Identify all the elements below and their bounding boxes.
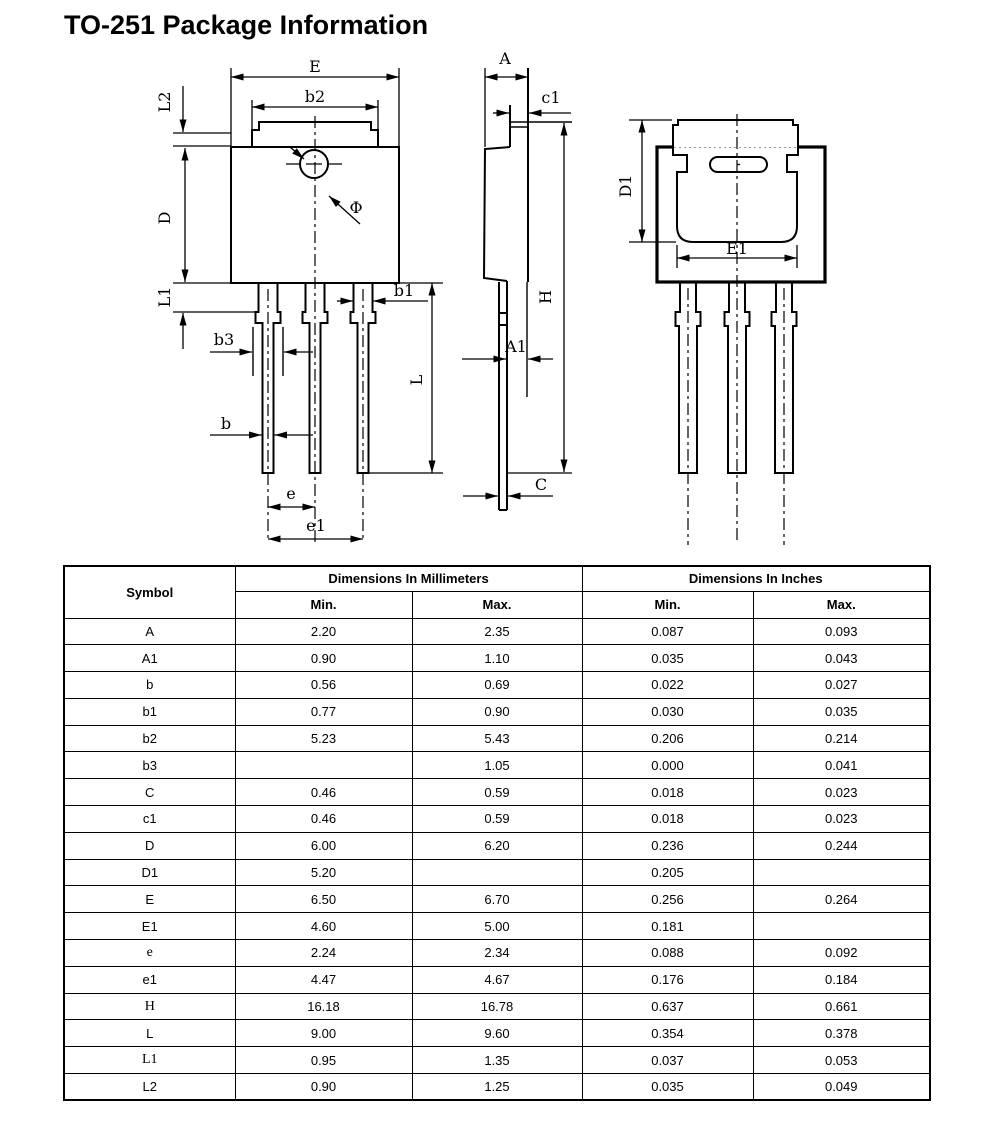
table-row (64, 832, 930, 859)
header-mm-max: Max. (412, 591, 582, 618)
mm-max-cell: 1.10 (412, 645, 582, 672)
dim-label-D: D (155, 211, 174, 225)
package-drawing (0, 0, 991, 560)
table-row (64, 672, 930, 699)
table-row (64, 859, 930, 886)
in-max-cell: 0.093 (753, 618, 930, 645)
in-max-cell: 0.378 (753, 1020, 930, 1047)
mm-max-cell: 2.34 (412, 940, 582, 967)
symbol-cell: b2 (64, 725, 235, 752)
dim-label-b: b (220, 414, 232, 433)
mm-min-cell: 4.47 (235, 966, 412, 993)
mm-max-cell: 0.90 (412, 698, 582, 725)
mm-min-cell: 16.18 (235, 993, 412, 1020)
mm-max-cell: 0.59 (412, 806, 582, 833)
symbol-cell: L1 (64, 1047, 235, 1074)
dim-label-L1: L1 (155, 286, 174, 308)
symbol-cell: D1 (64, 859, 235, 886)
back-tab-outline (673, 120, 798, 242)
dim-label-L2: L2 (155, 91, 174, 113)
table-row (64, 645, 930, 672)
mm-max-cell: 5.00 (412, 913, 582, 940)
table-row (64, 752, 930, 779)
symbol-cell: c1 (64, 806, 235, 833)
header-mm-group: Dimensions In Millimeters (235, 566, 582, 591)
symbol-cell: D (64, 832, 235, 859)
in-max-cell: 0.049 (753, 1074, 930, 1101)
mm-max-cell: 2.35 (412, 618, 582, 645)
dim-D1-ext (629, 120, 676, 242)
dimensions-table (63, 565, 931, 1101)
mm-min-cell: 6.00 (235, 832, 412, 859)
dim-label-H: H (536, 290, 555, 304)
mm-min-cell: 0.46 (235, 779, 412, 806)
mm-min-cell: 9.00 (235, 1020, 412, 1047)
in-min-cell: 0.035 (582, 645, 753, 672)
in-max-cell: 0.023 (753, 779, 930, 806)
header-inch-group: Dimensions In Inches (582, 566, 930, 591)
table-row (64, 966, 930, 993)
mm-min-cell: 0.56 (235, 672, 412, 699)
table-row (64, 886, 930, 913)
mm-max-cell: 0.69 (412, 672, 582, 699)
mm-max-cell: 4.67 (412, 966, 582, 993)
in-max-cell: 0.027 (753, 672, 930, 699)
mm-max-cell: 0.59 (412, 779, 582, 806)
dim-label-C: C (534, 475, 548, 494)
in-min-cell: 0.176 (582, 966, 753, 993)
dim-label-D1: D1 (616, 174, 635, 198)
dim-label-e: e (286, 484, 296, 503)
mm-max-cell: 6.70 (412, 886, 582, 913)
dim-label-b3: b3 (213, 330, 235, 349)
dim-label-b1: b1 (393, 281, 415, 300)
symbol-cell: b (64, 672, 235, 699)
mm-max-cell: 9.60 (412, 1020, 582, 1047)
in-max-cell: 0.043 (753, 645, 930, 672)
dim-label-phi: Φ (349, 198, 363, 217)
dim-label-b2: b2 (304, 87, 326, 106)
table-row (64, 806, 930, 833)
mm-max-cell: 1.35 (412, 1047, 582, 1074)
header-symbol: Symbol (64, 566, 235, 618)
dim-label-E1: E1 (726, 239, 748, 258)
table-row (64, 940, 930, 967)
symbol-cell: A (64, 618, 235, 645)
in-min-cell: 0.181 (582, 913, 753, 940)
table-row (64, 779, 930, 806)
symbol-cell: H (64, 993, 235, 1020)
mm-min-cell: 4.60 (235, 913, 412, 940)
in-min-cell: 0.088 (582, 940, 753, 967)
in-min-cell: 0.236 (582, 832, 753, 859)
in-max-cell (753, 913, 930, 940)
in-min-cell: 0.087 (582, 618, 753, 645)
in-max-cell: 0.184 (753, 966, 930, 993)
in-max-cell: 0.661 (753, 993, 930, 1020)
side-view (462, 49, 572, 510)
mm-min-cell: 2.20 (235, 618, 412, 645)
table-row (64, 1020, 930, 1047)
mm-max-cell: 6.20 (412, 832, 582, 859)
table-row (64, 725, 930, 752)
in-min-cell: 0.035 (582, 1074, 753, 1101)
header-in-min: Min. (582, 591, 753, 618)
dim-label-c1: c1 (541, 88, 561, 107)
in-max-cell: 0.264 (753, 886, 930, 913)
table-row (64, 1047, 930, 1074)
dim-label-A: A (499, 49, 511, 68)
in-min-cell: 0.206 (582, 725, 753, 752)
side-lead (499, 281, 507, 510)
table-row (64, 618, 930, 645)
mm-min-cell: 0.95 (235, 1047, 412, 1074)
symbol-cell: e1 (64, 966, 235, 993)
in-max-cell: 0.214 (753, 725, 930, 752)
header-in-max: Max. (753, 591, 930, 618)
in-min-cell: 0.205 (582, 859, 753, 886)
in-max-cell: 0.092 (753, 940, 930, 967)
dimensions-table-body (64, 618, 930, 1100)
table-row (64, 913, 930, 940)
mm-max-cell: 1.25 (412, 1074, 582, 1101)
in-max-cell: 0.053 (753, 1047, 930, 1074)
dim-label-L: L (407, 374, 426, 386)
header-mm-min: Min. (235, 591, 412, 618)
mm-min-cell: 0.90 (235, 645, 412, 672)
in-max-cell (753, 859, 930, 886)
mm-min-cell: 0.77 (235, 698, 412, 725)
in-min-cell: 0.030 (582, 698, 753, 725)
dim-label-e1: e1 (306, 516, 326, 535)
mm-min-cell (235, 752, 412, 779)
side-tab-top-lines (510, 122, 572, 127)
in-min-cell: 0.637 (582, 993, 753, 1020)
in-min-cell: 0.022 (582, 672, 753, 699)
in-min-cell: 0.018 (582, 779, 753, 806)
mm-min-cell: 0.46 (235, 806, 412, 833)
table-row (64, 1074, 930, 1101)
in-min-cell: 0.000 (582, 752, 753, 779)
in-min-cell: 0.256 (582, 886, 753, 913)
hole-pointer-arrow (290, 147, 304, 159)
dim-L2-ext (173, 133, 231, 146)
table-row (64, 993, 930, 1020)
symbol-cell: b3 (64, 752, 235, 779)
dim-label-A1: A1 (505, 337, 527, 356)
back-view (616, 114, 825, 545)
in-min-cell: 0.037 (582, 1047, 753, 1074)
dim-label-E: E (309, 57, 321, 76)
symbol-cell: e (64, 940, 235, 967)
in-max-cell: 0.023 (753, 806, 930, 833)
in-max-cell: 0.244 (753, 832, 930, 859)
symbol-cell: A1 (64, 645, 235, 672)
mm-max-cell: 5.43 (412, 725, 582, 752)
mm-min-cell: 6.50 (235, 886, 412, 913)
mm-max-cell: 1.05 (412, 752, 582, 779)
in-max-cell: 0.041 (753, 752, 930, 779)
symbol-cell: E1 (64, 913, 235, 940)
symbol-cell: C (64, 779, 235, 806)
mm-max-cell: 16.78 (412, 993, 582, 1020)
in-min-cell: 0.018 (582, 806, 753, 833)
front-view (155, 57, 443, 542)
mm-max-cell (412, 859, 582, 886)
page-title: TO-251 Package Information (64, 10, 429, 40)
mm-min-cell: 5.20 (235, 859, 412, 886)
mm-min-cell: 5.23 (235, 725, 412, 752)
side-body-outline (484, 147, 510, 281)
mm-min-cell: 0.90 (235, 1074, 412, 1101)
mm-min-cell: 2.24 (235, 940, 412, 967)
in-min-cell: 0.354 (582, 1020, 753, 1047)
back-lead-centerlines (688, 288, 784, 545)
symbol-cell: E (64, 886, 235, 913)
symbol-cell: L (64, 1020, 235, 1047)
table-row (64, 698, 930, 725)
in-max-cell: 0.035 (753, 698, 930, 725)
symbol-cell: b1 (64, 698, 235, 725)
symbol-cell: L2 (64, 1074, 235, 1101)
